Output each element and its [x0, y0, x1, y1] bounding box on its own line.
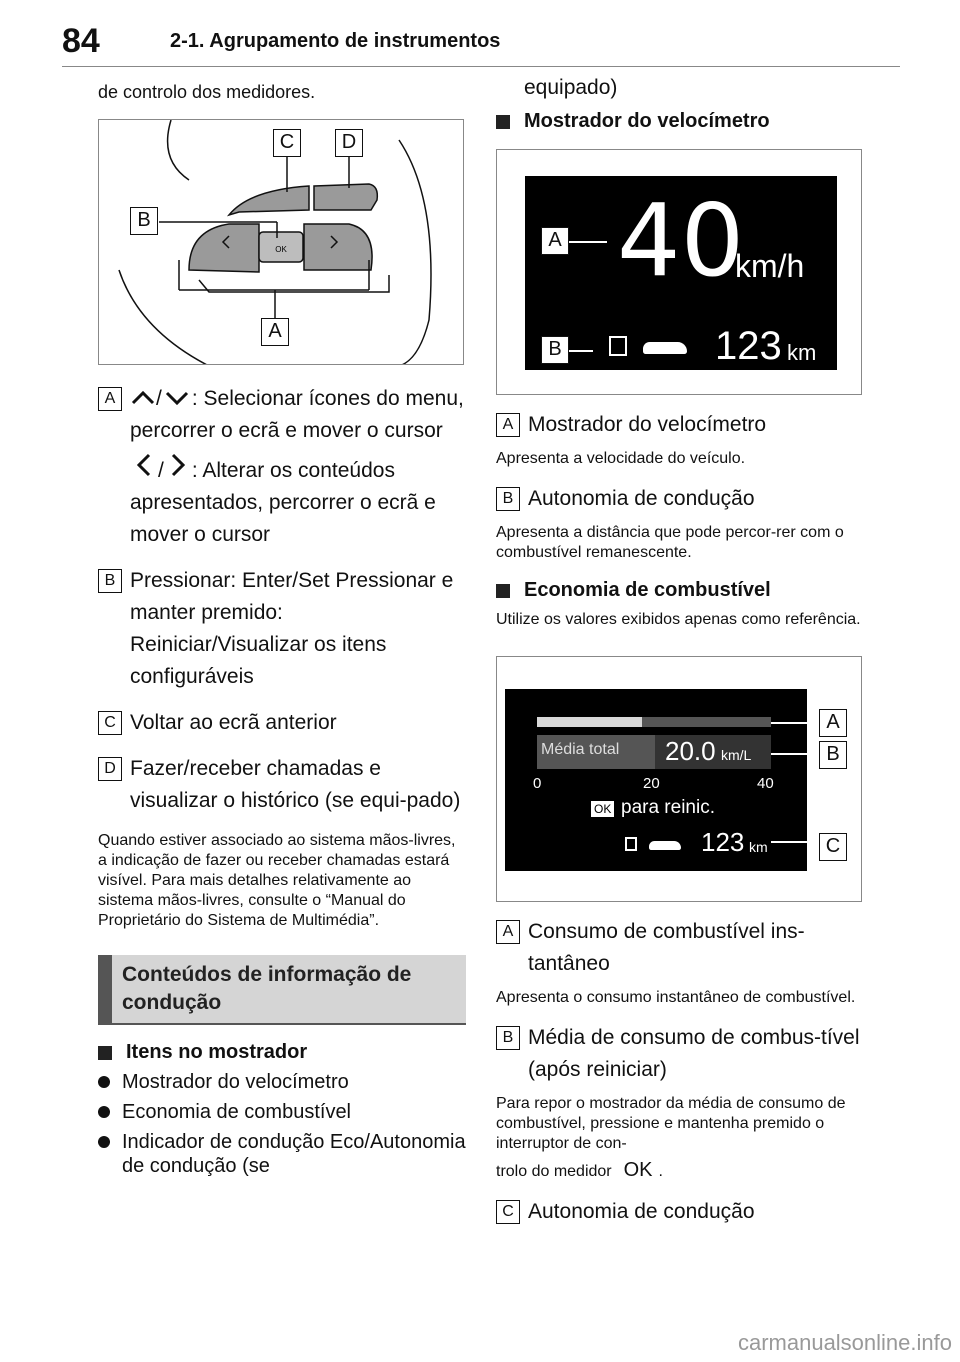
- speed-b-title: Autonomia de condução: [528, 487, 755, 510]
- item-a-sub: / : Alterar os conteúdos apresentados, percorrer o ecrã e mover o cursor: [130, 453, 466, 551]
- left-column: [98, 82, 466, 1178]
- econ-c-item: C Autonomia de condução: [496, 1196, 866, 1228]
- square-bullet-icon: [496, 584, 510, 598]
- callout-line-a: [569, 241, 607, 243]
- range-value: 123: [701, 827, 745, 857]
- tick-label: 20: [643, 775, 660, 792]
- bullet-icon: [98, 1076, 110, 1088]
- range-value: 123: [715, 324, 782, 368]
- item-c-text: Voltar ao ecrã anterior: [130, 711, 337, 734]
- econ-c-title: Autonomia de condução: [528, 1200, 755, 1223]
- fig1-callout-b: B: [130, 207, 158, 235]
- item-d-text: Fazer/receber chamadas e visualizar o histórico (se equi-pado): [130, 757, 461, 812]
- instant-bar-fill: [537, 717, 642, 727]
- item-a: A / : Selecionar ícones do menu, percorrer o ecrã e mover o cursor: [98, 383, 466, 447]
- label-a: A: [98, 387, 122, 411]
- right-column: [496, 76, 866, 1228]
- callout-line-a: [771, 722, 821, 724]
- callout-line-c: [771, 841, 821, 843]
- tick-label: 0: [533, 775, 542, 792]
- list-item: Indicador de condução Eco/Autonomia de condução (se: [98, 1130, 466, 1178]
- svg-text:OK: OK: [275, 245, 287, 254]
- car-icon: [643, 342, 687, 354]
- average-unit: km/L: [721, 747, 752, 763]
- econ-a-item: A Consumo de combustível ins-tantâneo: [496, 916, 866, 980]
- range-unit: km: [749, 839, 768, 855]
- tick-label: 40: [757, 775, 774, 792]
- fig1-callout-a: A: [261, 318, 289, 346]
- range-unit: km: [787, 340, 817, 365]
- fuel-economy-figure: [496, 656, 862, 902]
- item-a-text: : Selecionar ícones do menu, percorrer o ecrã e mover o cursor: [130, 387, 464, 442]
- econ-b-item: B Média de consumo de combus-tível (após reiniciar): [496, 1022, 866, 1086]
- econ-a-title: Consumo de combustível ins-tantâneo: [528, 920, 805, 975]
- speed-value: 40: [617, 182, 745, 299]
- speedometer-screen: [525, 176, 837, 370]
- reset-text: para reinic.: [621, 797, 715, 818]
- display-items-heading: Itens no mostrador: [98, 1041, 466, 1064]
- econ-b-title: Média de consumo de combus-tível (após reiniciar): [528, 1026, 860, 1081]
- item-b: B Pressionar: Enter/Set Pressionar e manter premido: Reiniciar/Visualizar os itens configuráveis: [98, 565, 466, 693]
- speed-b-desc: Apresenta a distância que pode percor-rer com o combustível remanescente.: [496, 524, 844, 561]
- fig1-callout-c: C: [273, 129, 301, 157]
- list-item: Economia de combustível: [98, 1100, 466, 1124]
- econ-b-desc: Para repor o mostrador da média de consumo de combustível, pressione e mantenha premido o interruptor de con-: [496, 1095, 846, 1152]
- chevron-right-icon: [164, 453, 192, 487]
- fig2-callout-b: B: [541, 336, 569, 364]
- speedometer-figure: [496, 149, 862, 395]
- section-title: 2-1. Agrupamento de instrumentos: [170, 30, 501, 52]
- fuel-pump-icon: [625, 837, 637, 851]
- callout-line-b: [771, 753, 821, 755]
- chevron-left-icon: [130, 453, 158, 487]
- steering-switch-figure: [98, 119, 464, 365]
- average-label: Média total: [541, 741, 620, 758]
- page-header: [0, 0, 960, 80]
- fig1-callout-d: D: [335, 129, 363, 157]
- chevron-down-icon: [162, 383, 192, 415]
- watermark: carmanualsonline.info: [737, 1330, 952, 1355]
- speed-a-item: A Mostrador do velocímetro: [496, 409, 866, 441]
- handsfree-note: Quando estiver associado ao sistema mãos-livres, a indicação de fazer ou receber chamadas estará visível. Para mais detalhes relativamente ao sistema mãos-livres, consulte o “Manual do Proprietário do Sistema de Multimédia”.: [98, 832, 456, 929]
- econ-b-desc-end: trolo do medidor OK .: [496, 1159, 663, 1181]
- square-bullet-icon: [496, 115, 510, 129]
- continued-text: equipado): [524, 76, 618, 99]
- callout-line-b: [569, 350, 593, 352]
- item-a-sub-text: : Alterar os conteúdos apresentados, percorrer o ecrã e mover o cursor: [130, 459, 436, 546]
- ok-switch-icon: OK: [623, 1159, 653, 1181]
- average-row: [537, 735, 771, 769]
- fuel-pump-icon: [609, 336, 627, 356]
- fuel-economy-desc: Utilize os valores exibidos apenas como referência.: [496, 611, 861, 628]
- bullet-icon: [98, 1106, 110, 1118]
- square-bullet-icon: [98, 1046, 112, 1060]
- ok-badge: OK: [591, 801, 614, 817]
- econ-a-desc: Apresenta o consumo instantâneo de combustível.: [496, 989, 856, 1006]
- average-value-box: [655, 735, 771, 769]
- speed-unit: km/h: [735, 248, 805, 284]
- car-icon: [649, 841, 681, 850]
- item-d: D Fazer/receber chamadas e visualizar o histórico (se equi-pado): [98, 753, 466, 817]
- speed-b-item: B Autonomia de condução: [496, 483, 866, 515]
- chevron-up-icon: [130, 383, 156, 415]
- speedometer-heading: Mostrador do velocímetro: [496, 110, 866, 133]
- fig3-callout-a: A: [819, 709, 847, 737]
- average-value: 20.0: [665, 736, 716, 766]
- fuel-economy-screen: [505, 689, 807, 871]
- instant-bar-track: [537, 717, 771, 727]
- speed-a-title: Mostrador do velocímetro: [528, 413, 767, 436]
- bullet-icon: [98, 1136, 110, 1148]
- speed-a-desc: Apresenta a velocidade do veículo.: [496, 450, 746, 467]
- section-banner: Conteúdos de informação de condução: [98, 955, 466, 1025]
- lead-text: de controlo dos medidores.: [98, 82, 316, 102]
- fig3-callout-b: B: [819, 741, 847, 769]
- fig2-callout-a: A: [541, 227, 569, 255]
- list-item: Mostrador do velocímetro: [98, 1070, 466, 1094]
- item-c: C Voltar ao ecrã anterior: [98, 707, 466, 739]
- fuel-economy-heading: Economia de combustível: [496, 579, 866, 602]
- item-b-text: Pressionar: Enter/Set Pressionar e manter premido: Reiniciar/Visualizar os itens configuráveis: [130, 569, 454, 688]
- header-divider: [62, 66, 900, 67]
- fig3-callout-c: C: [819, 833, 847, 861]
- page-number: 84: [62, 22, 100, 60]
